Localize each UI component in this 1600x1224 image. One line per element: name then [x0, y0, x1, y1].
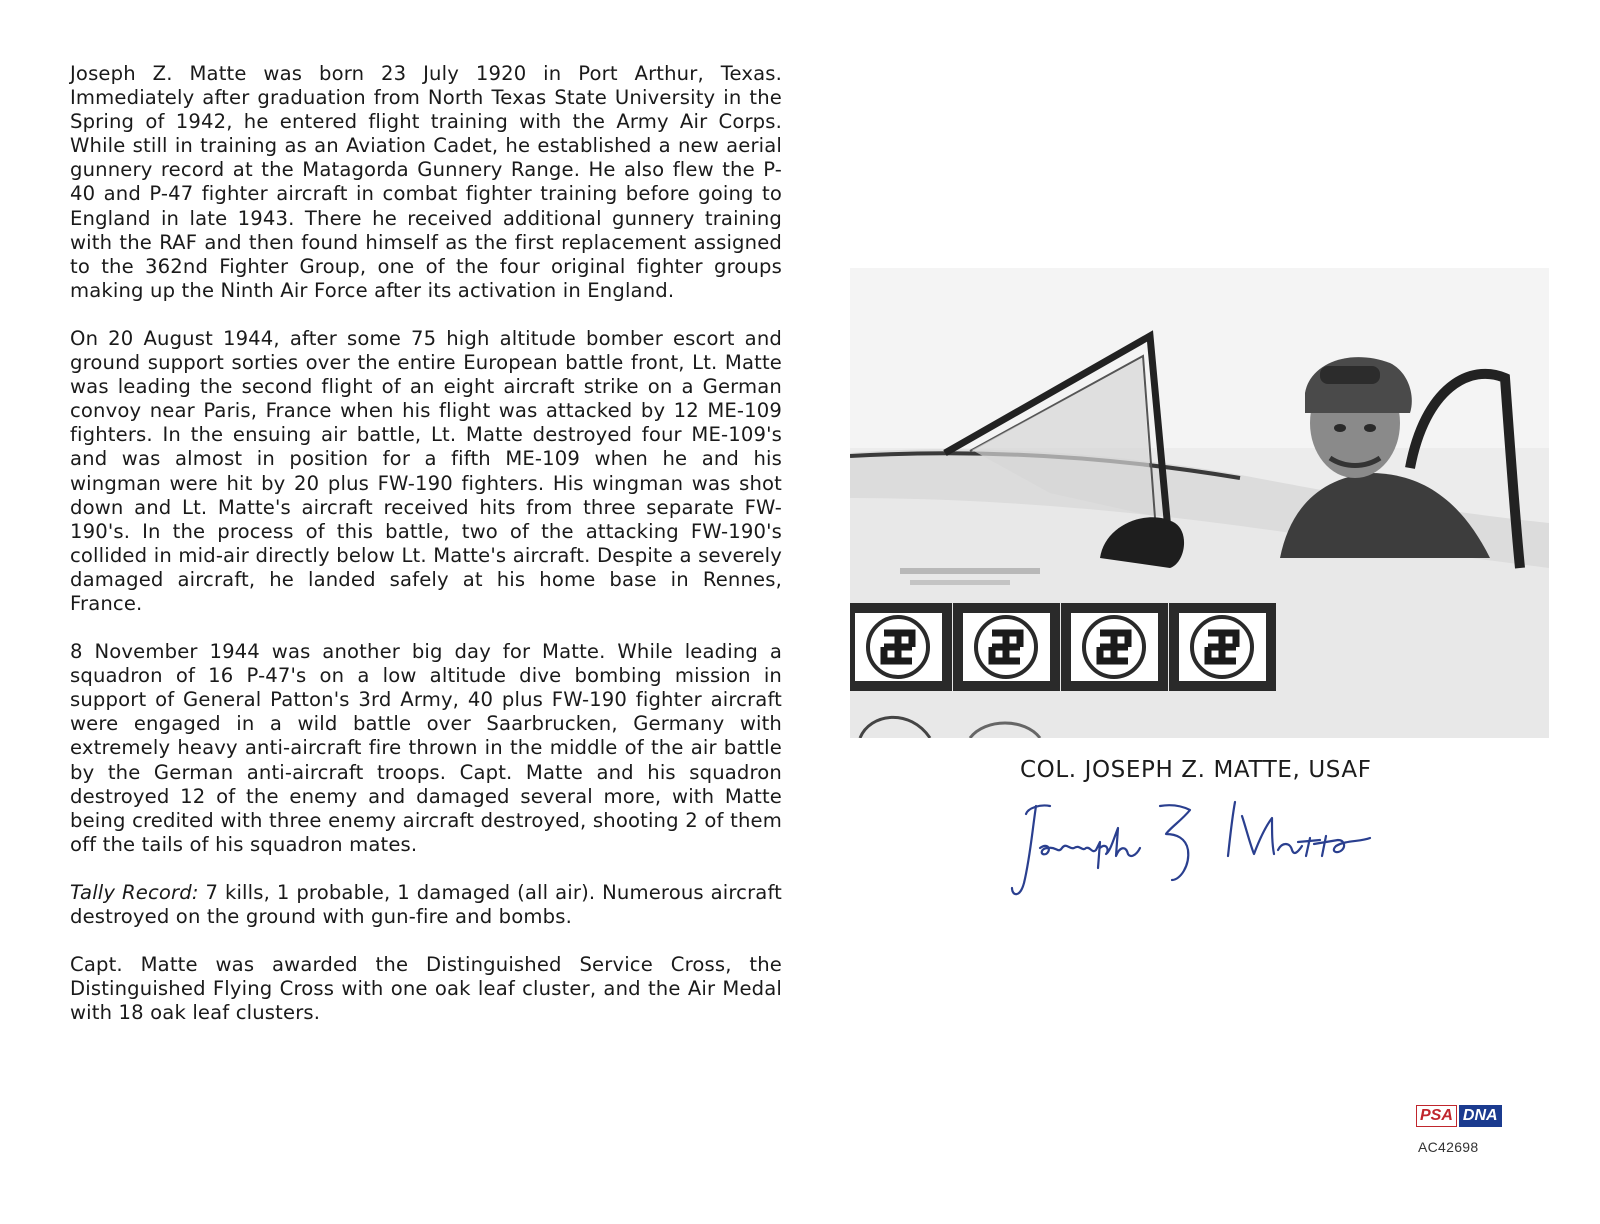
- pilot-in-cockpit-image: [850, 268, 1549, 738]
- dna-logo-text: DNA: [1459, 1105, 1502, 1127]
- authentication-serial: AC42698: [1418, 1139, 1479, 1155]
- pilot-photo: [850, 268, 1549, 738]
- psa-logo-text: PSA: [1416, 1105, 1457, 1127]
- victory-marking: [1174, 608, 1271, 686]
- bio-paragraph-awards: Capt. Matte was awarded the Distinguished Service Cross, the Distinguished Flying Cross with one oak leaf cluster, and the Air Medal with 18 oak leaf clusters.: [70, 953, 782, 1025]
- autograph-signature: [1010, 798, 1420, 918]
- tally-record-text: 7 kills, 1 probable, 1 damaged (all air). Numerous aircraft destroyed on the ground with gun-fire and bombs.: [70, 880, 782, 928]
- psa-dna-logo: [1416, 1105, 1502, 1127]
- bio-paragraph-november-1944: 8 November 1944 was another big day for Matte. While leading a squadron of 16 P-47's on a low altitude dive bombing mission in support of General Patton's 3rd Army, 40 plus FW-190 fighter aircraft were engaged in a wild battle over Saarbrucken, Germany with extremely heavy anti-aircraft fire thrown in the middle of the air battle by the German anti-aircraft troops. Capt. Matte and his squadron destroyed 12 of the enemy and damaged several more, with Matte being credited with three enemy aircraft destroyed, shooting 2 of them off the tails of his squadron mates.: [70, 640, 782, 856]
- bio-paragraph-birth: Joseph Z. Matte was born 23 July 1920 in Port Arthur, Texas. Immediately after graduation from North Texas State University in the Spring of 1942, he entered flight training with the Army Air Corps. While still in training as an Aviation Cadet, he established a new aerial gunnery record at the Matagorda Gunnery Range. He also flew the P-40 and P-47 fighter aircraft in combat fighter training before going to England in late 1943. There he received additional gunnery training with the RAF and then found himself as the first replacement assigned to the 362nd Fighter Group, one of the four original fighter groups making up the Ninth Air Force after its activation in England.: [70, 62, 782, 302]
- victory-marking: [850, 608, 947, 686]
- victory-marking: [1066, 608, 1163, 686]
- tally-record: [70, 881, 782, 929]
- victory-marking: [958, 608, 1055, 686]
- bio-paragraph-august-1944: On 20 August 1944, after some 75 high altitude bomber escort and ground support sorties over the entire European battle front, Lt. Matte was leading the second flight of an eight aircraft strike on a German convoy near Paris, France when his flight was attacked by 12 ME-109 fighters. In the ensuing air battle, Lt. Matte destroyed four ME-109's and was almost in position for a fifth ME-109 when he and his wingman were hit by 20 plus FW-190 fighters. His wingman was shot down and Lt. Matte's aircraft received hits from three separate FW-190's. In the process of this battle, two of the attacking FW-190's collided in mid-air directly below Lt. Matte's aircraft. Despite a severely damaged aircraft, he landed safely at his home base in Rennes, France.: [70, 326, 782, 615]
- biography-text: [70, 62, 782, 1049]
- tally-record-label: Tally Record:: [70, 880, 199, 904]
- photo-caption: COL. JOSEPH Z. MATTE, USAF: [1020, 757, 1372, 783]
